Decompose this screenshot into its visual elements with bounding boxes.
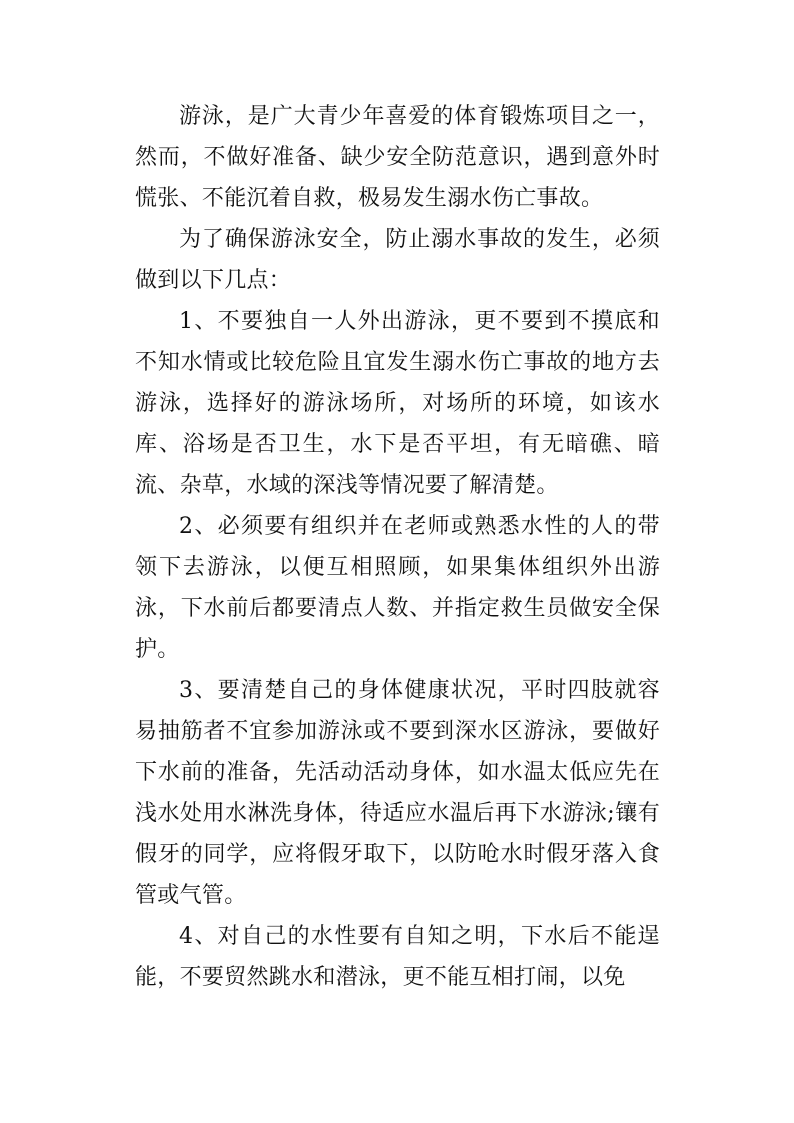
paragraph-item-2: 2、必须要有组织并在老师或熟悉水性的人的带领下去游泳，以便互相照顾，如果集体组织外出游泳，下水前后都要清点人数、并指定救生员做安全保护。 bbox=[135, 514, 660, 662]
document-body bbox=[135, 96, 660, 998]
paragraph-intro: 游泳，是广大青少年喜爱的体育锻炼项目之一，然而，不做好准备、缺少安全防范意识，遇到意外时慌张、不能沉着自救，极易发生溺水伤亡事故。 bbox=[135, 104, 660, 211]
paragraph-item-1: 1、不要独自一人外出游泳，更不要到不摸底和不知水情或比较危险且宜发生溺水伤亡事故的地方去游泳，选择好的游泳场所，对场所的环境，如该水库、浴场是否卫生，水下是否平坦，有无暗礁、暗流、杂草，水域的深浅等情况要了解清楚。 bbox=[135, 309, 660, 498]
paragraph-requirements: 为了确保游泳安全，防止溺水事故的发生，必须做到以下几点： bbox=[135, 227, 660, 293]
paragraph-item-4: 4、对自己的水性要有自知之明，下水后不能逞能，不要贸然跳水和潜泳，更不能互相打闹，以免 bbox=[135, 924, 660, 990]
paragraph-item-3: 3、要清楚自己的身体健康状况，平时四肢就容易抽筋者不宜参加游泳或不要到深水区游泳，要做好下水前的准备，先活动活动身体，如水温太低应先在浅水处用水淋洗身体，待适应水温后再下水游泳;镶有假牙的同学，应将假牙取下，以防呛水时假牙落入食管或气管。 bbox=[135, 678, 660, 908]
